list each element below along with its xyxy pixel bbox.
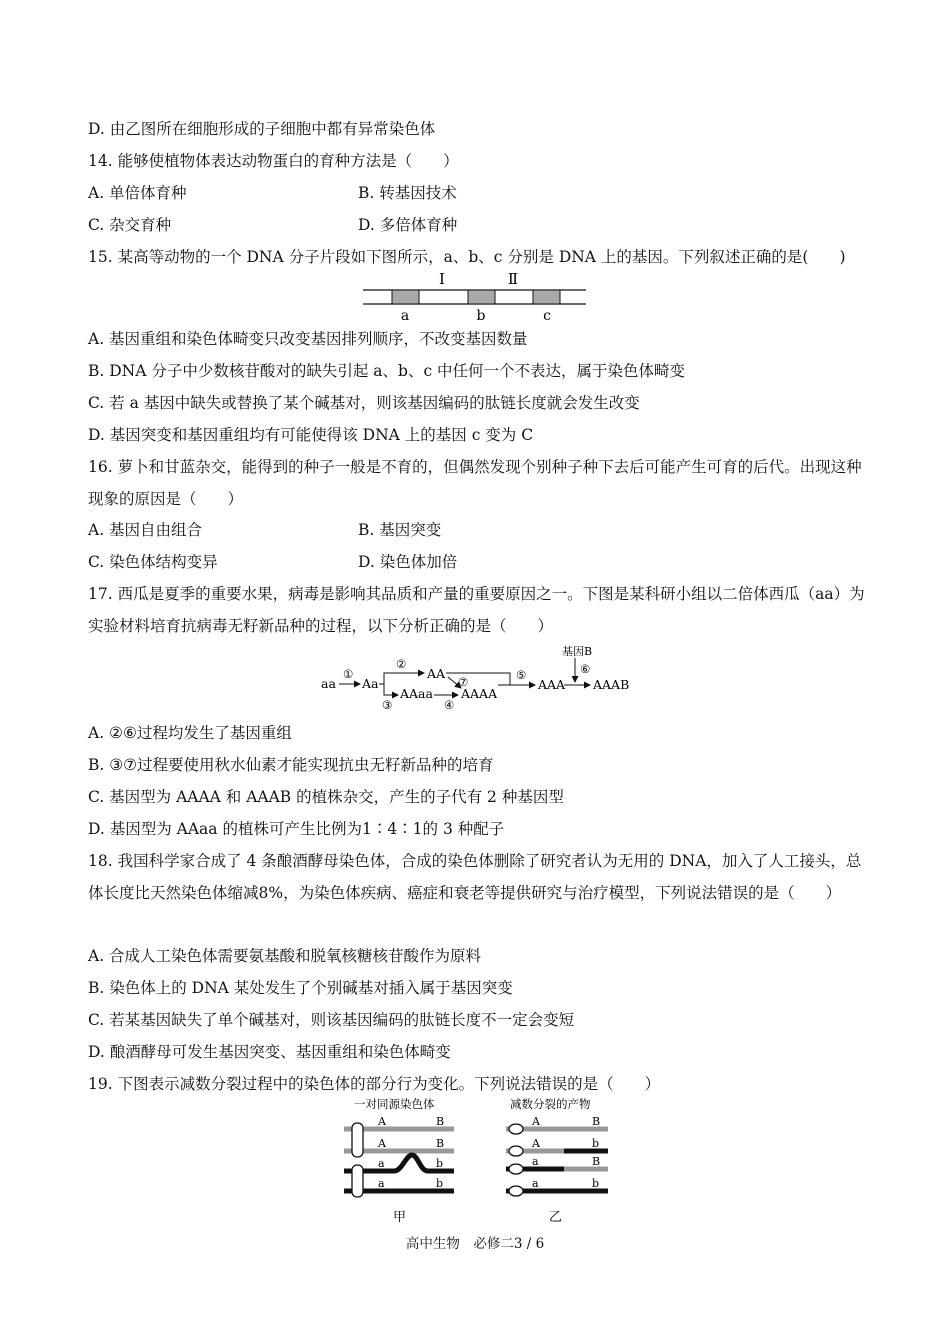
svg-text:AAaa: AAaa [400,686,433,701]
region-ii-label: Ⅱ [507,270,519,288]
q17-option-c: C. 基因型为 AAAA 和 AAAB 的植株杂交，产生的子代有 2 种基因型 [88,788,564,806]
meiosis-figure [336,1095,626,1227]
svg-text:b: b [592,1177,600,1190]
gene-a-box [392,290,419,304]
svg-text:b: b [592,1137,600,1150]
svg-text:⑦: ⑦ [458,675,469,689]
svg-text:a: a [378,1157,385,1170]
svg-text:AA: AA [427,666,446,681]
gene-b-label: b [476,308,486,322]
svg-text:B: B [592,1115,601,1128]
q14-stem: 14. 能够使植物体表达动物蛋白的育种方法是（ ） [88,152,459,170]
q14-option-b: B. 转基因技术 [358,184,457,202]
svg-text:aa: aa [321,676,336,691]
q18-option-c: C. 若某基因缺失了单个碱基对，则该基因编码的肽链长度不一定会变短 [88,1011,575,1029]
svg-text:Aa: Aa [362,676,379,691]
q15-option-d: D. 基因突变和基因重组均有可能使得该 DNA 上的基因 c 变为 C [88,426,534,444]
q17-stem: 17. 西瓜是夏季的重要水果，病毒是影响其品质和产量的重要原因之一。下图是某科研小组以二倍体西瓜（aa）为实验材料培育抗病毒无籽新品种的过程，以下分析正确的是（ ） [88,585,865,635]
q17-option-b: B. ③⑦过程要使用秋水仙素才能实现抗虫无籽新品种的培育 [88,756,494,774]
q15-stem: 15. 某高等动物的一个 DNA 分子片段如下图所示，a、b、c 分别是 DNA 上的基因。下列叙述正确的是( ) [88,248,846,266]
svg-text:③: ③ [382,698,393,712]
q14-option-a: A. 单倍体育种 [88,184,187,202]
q15-option-b: B. DNA 分子中少数核苷酸对的缺失引起 a、b、c 中任何一个不表达，属于染色体畸变 [88,362,686,380]
q16-option-d: D. 染色体加倍 [358,553,458,571]
q15-option-a: A. 基因重组和染色体畸变只改变基因排列顺序，不改变基因数量 [88,330,528,348]
q17-option-d: D. 基因型为 AAaa 的植株可产生比例为1∶4∶1的 3 种配子 [88,820,505,838]
gene-c-label: c [543,308,551,322]
svg-text:b: b [436,1177,444,1190]
q16-stem: 16. 萝卜和甘蓝杂交，能得到的种子一般是不育的，但偶然发现个别种子种下去后可能产生可育的后代。出现这种现象的原因是（ ） [88,458,862,508]
svg-text:a: a [532,1177,539,1190]
q17-option-a: A. ②⑥过程均发生了基因重组 [88,724,292,742]
figure-yi-label: 乙 [549,1210,563,1225]
svg-text:B: B [592,1155,601,1168]
q16-option-b: B. 基因突变 [358,521,442,539]
svg-text:基因B: 基因B [562,645,593,658]
meiosis-products-title: 减数分裂的产物 [510,1097,591,1111]
svg-text:⑥: ⑥ [580,662,591,676]
svg-text:A: A [532,1115,540,1128]
svg-text:b: b [436,1157,444,1170]
q18-option-b: B. 染色体上的 DNA 某处发生了个别碱基对插入属于基因突变 [88,979,513,997]
figure-jia-label: 甲 [393,1210,407,1225]
homolog-pair-title: 一对同源染色体 [354,1097,435,1111]
q15-option-c: C. 若 a 基因中缺失或替换了某个碱基对，则该基因编码的肽链长度就会发生改变 [88,394,640,412]
breeding-process-figure [318,640,638,712]
gene-c-box [533,290,560,304]
svg-text:AAAA: AAAA [461,686,498,701]
q18-stem: 18. 我国科学家合成了 4 条酿酒酵母染色体，合成的染色体删除了研究者认为无用的 DNA，加入了人工接头，总体长度比天然染色体缩减8%，为染色体疾病、癌症和衰老等提供研究与治疗模型，下列说法错误的是（ ） [88,852,862,902]
svg-text:⑤: ⑤ [516,668,527,682]
q18-option-d: D. 酿酒酵母可发生基因突变、基因重组和染色体畸变 [88,1043,451,1061]
svg-text:②: ② [396,657,407,671]
svg-text:①: ① [343,667,354,681]
region-i-label: Ⅰ [439,270,445,288]
q19-stem: 19. 下图表示减数分裂过程中的染色体的部分行为变化。下列说法错误的是（ ） [88,1075,661,1093]
svg-text:A: A [532,1137,540,1150]
gene-b-box [468,290,495,304]
svg-text:a: a [532,1155,539,1168]
gene-a-label: a [400,308,410,322]
dna-segment-figure [360,268,590,322]
svg-text:A: A [378,1115,386,1128]
svg-text:B: B [436,1137,445,1150]
q16-option-a: A. 基因自由组合 [88,521,203,539]
svg-text:A: A [378,1137,386,1150]
q18-option-a: A. 合成人工染色体需要氨基酸和脱氧核糖核苷酸作为原料 [88,947,482,965]
q14-option-d: D. 多倍体育种 [358,216,458,234]
q13-option-d: D. 由乙图所在细胞形成的子细胞中都有异常染色体 [88,120,436,138]
svg-text:AAA: AAA [538,677,566,692]
svg-text:B: B [436,1115,445,1128]
svg-text:AAAB: AAAB [593,677,630,692]
q14-option-c: C. 杂交育种 [88,216,172,234]
q16-option-c: C. 染色体结构变异 [88,553,218,571]
svg-text:④: ④ [444,698,455,712]
page-footer: 高中生物 必修二3 / 6 [405,1236,545,1252]
svg-text:a: a [378,1177,385,1190]
